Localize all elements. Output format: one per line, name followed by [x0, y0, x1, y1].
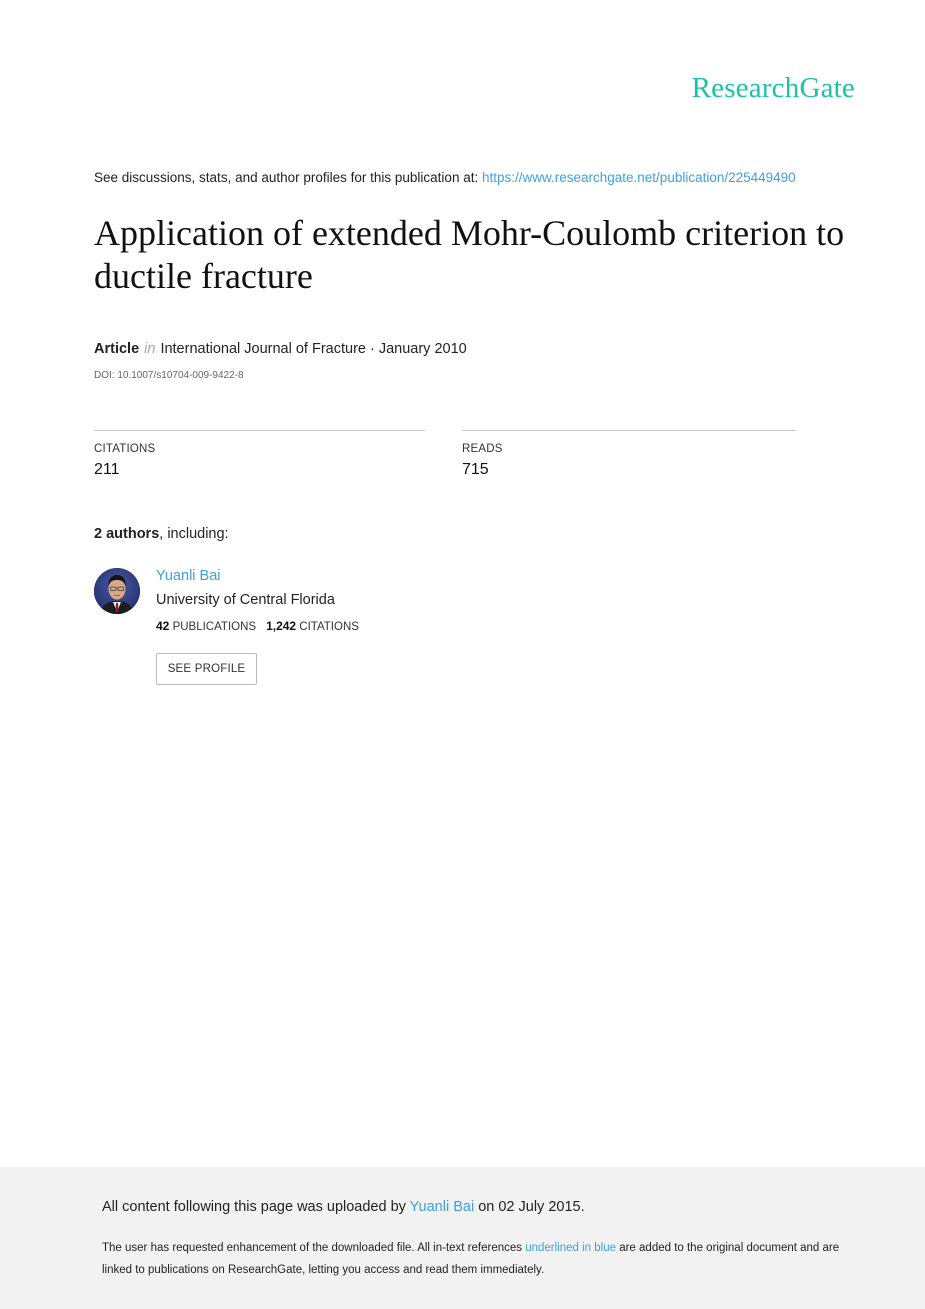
- reads-label: READS: [462, 443, 503, 455]
- see-discussions-line: [94, 170, 796, 185]
- authors-count: 2 authors: [94, 526, 160, 542]
- uploaded-suffix: on 02 July 2015.: [474, 1199, 585, 1215]
- citations-label: CITATIONS: [94, 443, 156, 455]
- uploaded-line: [102, 1199, 585, 1215]
- note-text-2: are added to the original document and are linked to publications on ResearchGate, letting you access and read them immediately.: [102, 1242, 840, 1276]
- avatar[interactable]: [94, 568, 140, 614]
- see-profile-button[interactable]: SEE PROFILE: [156, 653, 257, 685]
- publication-meta: [94, 341, 467, 357]
- enhancement-note: [102, 1237, 842, 1281]
- uploader-link[interactable]: Yuanli Bai: [409, 1199, 475, 1215]
- journal-date[interactable]: International Journal of Fracture · January 2010: [160, 341, 467, 357]
- author-publications-count: 42: [156, 619, 170, 633]
- publication-title: Application of extended Mohr-Coulomb criterion to ductile fracture: [94, 213, 845, 296]
- author-name[interactable]: Yuanli Bai: [156, 568, 221, 584]
- citations-value: 211: [94, 461, 120, 478]
- citations-stat: [94, 430, 425, 479]
- author-institution: University of Central Florida: [156, 592, 335, 608]
- authors-including: , including:: [159, 526, 229, 542]
- underlined-in-blue-link[interactable]: underlined in blue: [525, 1242, 617, 1254]
- in-label: in: [144, 341, 156, 357]
- author-card: [156, 568, 359, 633]
- author-stats: [156, 619, 359, 633]
- see-discussions-text: See discussions, stats, and author profiles for this publication at:: [94, 170, 482, 185]
- author-publications-label: PUBLICATIONS: [172, 621, 257, 633]
- author-citations-count: 1,242: [266, 619, 297, 633]
- uploaded-prefix: All content following this page was uploaded by: [102, 1199, 410, 1215]
- researchgate-logo[interactable]: ResearchGate: [691, 72, 855, 104]
- footer: [0, 1167, 925, 1309]
- note-text-1: The user has requested enhancement of the downloaded file. All in-text references: [102, 1242, 526, 1254]
- publication-type: Article: [94, 341, 140, 357]
- reads-stat: [462, 430, 796, 479]
- author-citations-label: CITATIONS: [299, 621, 359, 633]
- reads-value: 715: [462, 461, 489, 478]
- publication-link[interactable]: https://www.researchgate.net/publication/225449490: [481, 170, 796, 185]
- doi: DOI: 10.1007/s10704-009-9422-8: [94, 370, 244, 381]
- avatar-photo: [94, 568, 140, 614]
- authors-heading: [94, 526, 229, 542]
